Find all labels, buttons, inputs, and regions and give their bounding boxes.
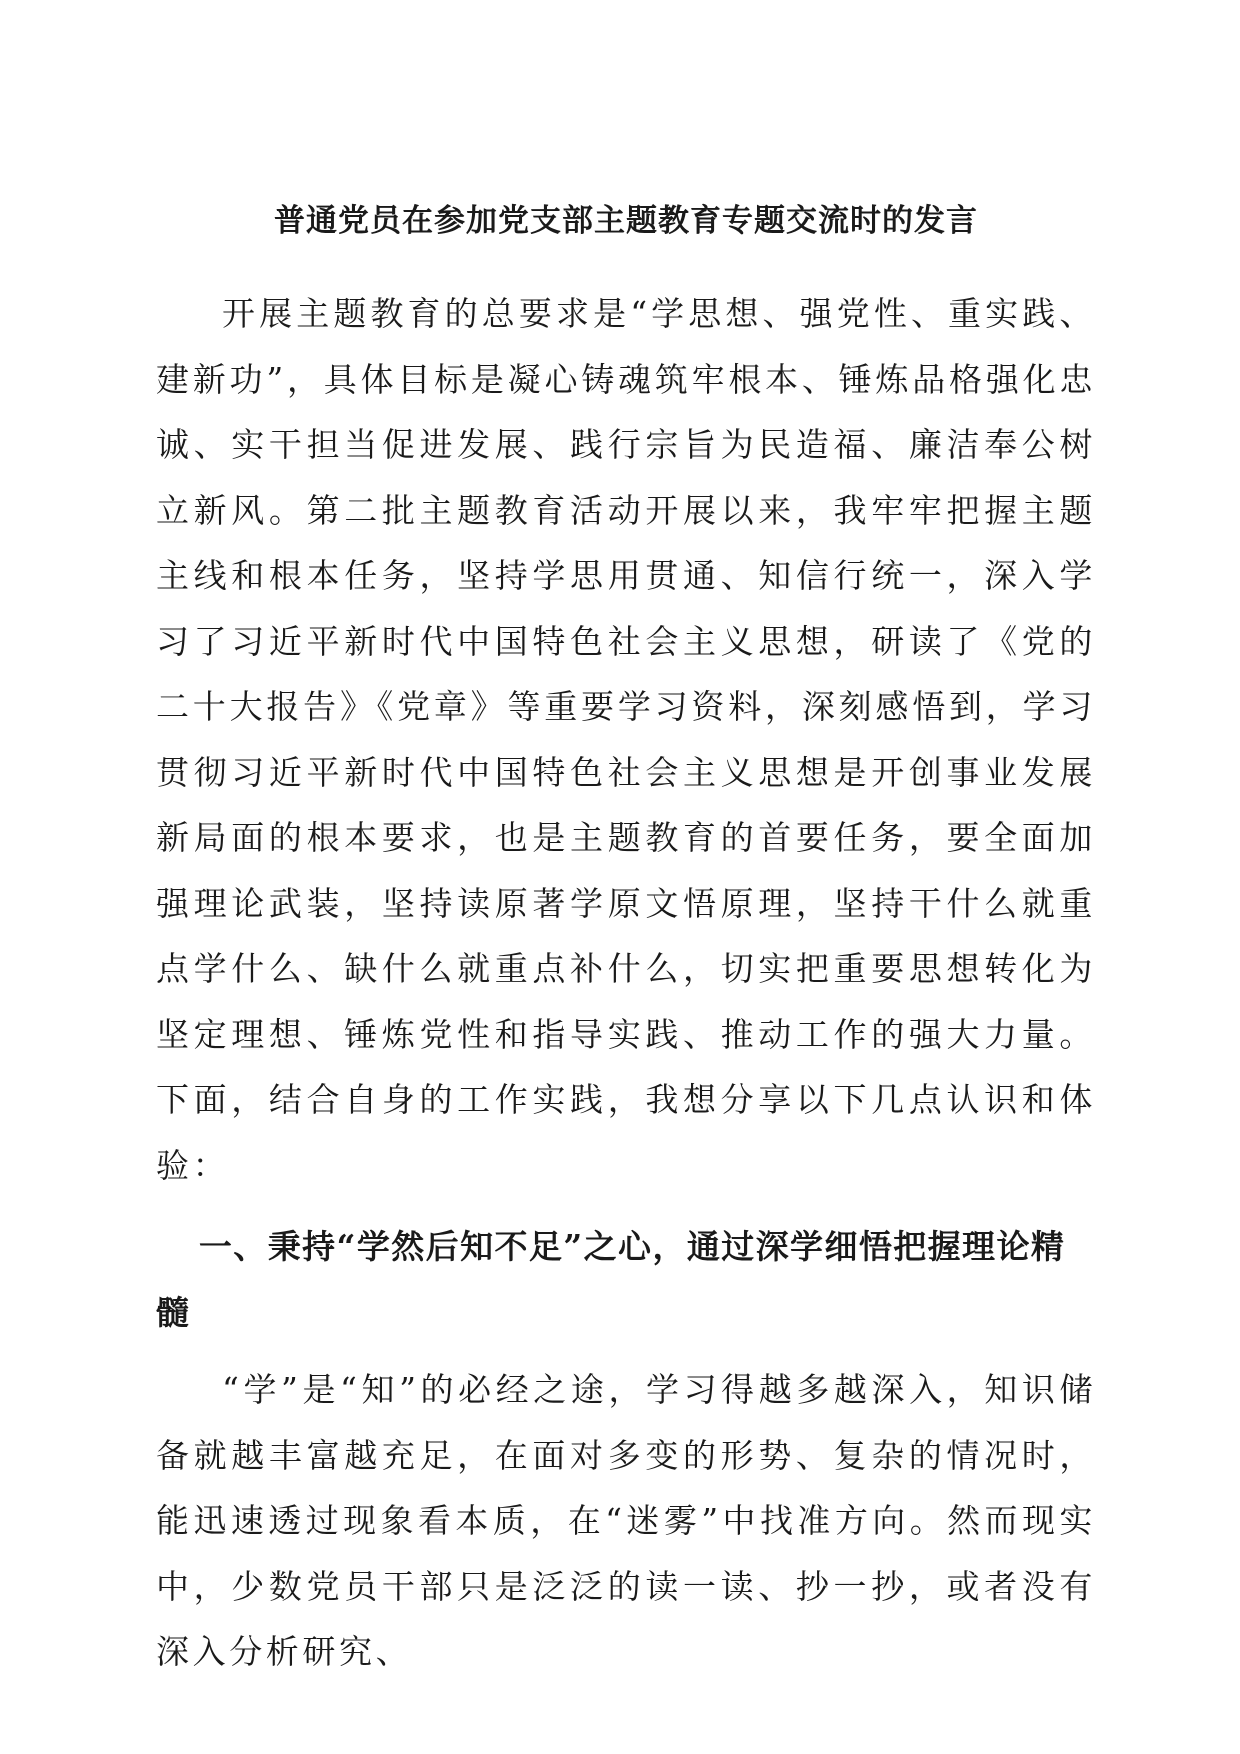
section-heading-1: 一、秉持“学然后知不足”之心，通过深学细悟把握理论精髓: [156, 1227, 1066, 1332]
document-title: 普通党员在参加党支部主题教育专题交流时的发言: [274, 203, 978, 239]
intro-paragraph: 开展主题教育的总要求是“学思想、强党性、重实践、建新功”，具体目标是凝心铸魂筑牢根本、锤炼品格强化忠诚、实干担当促进发展、践行宗旨为民造福、廉洁奉公树立新风。第二批主题教育活动开展以来，我牢牢把握主题主线和根本任务，坚持学思用贯通、知信行统一，深入学习了习近平新时代中国特色社会主义思想，研读了《党的二十大报告》《党章》等重要学习资料，深刻感悟到，学习贯彻习近平新时代中国特色社会主义思想是开创事业发展新局面的根本要求，也是主题教育的首要任务，要全面加强理论武装，坚持读原著学原文悟原理，坚持干什么就重点学什么、缺什么就重点补什么，切实把重要思想转化为坚定理想、锤炼党性和指导实践、推动工作的强大力量。下面，结合自身的工作实践，我想分享以下几点认识和体验：: [156, 294, 1096, 1185]
document-page: [156, 200, 1096, 1685]
section-paragraph-1: “学”是“知”的必经之途，学习得越多越深入，知识储备就越丰富越充足，在面对多变的形势、复杂的情况时，能迅速透过现象看本质，在“迷雾”中找准方向。然而现实中，少数党员干部只是泛泛的读一读、抄一抄，或者没有深入分析研究、: [156, 1370, 1096, 1672]
